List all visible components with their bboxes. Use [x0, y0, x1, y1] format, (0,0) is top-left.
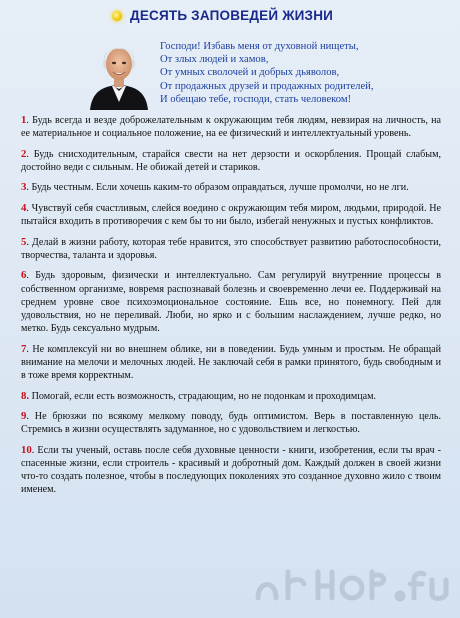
commandment-text: Помогай, если есть возможность, страдающим, но не подонкам и проходимцам. — [29, 390, 377, 402]
commandment-2 — [21, 148, 441, 174]
prayer-line: Господи! Избавь меня от духовной нищеты, — [160, 41, 359, 52]
commandment-number: 5 — [21, 235, 27, 248]
commandment-6 — [21, 269, 441, 335]
man-in-tuxedo-photo — [88, 36, 150, 110]
prayer-line: И обещаю тебе, господи, стать человеком! — [160, 93, 352, 105]
commandment-text: . Не комплексуй ни во внешнем облике, ни в поведении. Будь умным и простым. Не обращай внимание на мелочи и мелочных людей. Не заключай себя в рамки принятого, будь свободным и в тоже время корректным. — [21, 343, 441, 382]
commandment-number: 2 — [21, 147, 27, 160]
prayer-line: От умных сволочей и добрых дьяволов, — [160, 67, 340, 79]
watermark-logo — [248, 550, 458, 616]
prayer-verse — [160, 40, 373, 106]
commandment-number: 4 — [21, 201, 27, 214]
commandment-text: . Не брюзжи по всякому мелкому поводу, будь оптимистом. Верь в поставленную цель. Стремись в жизни осуществлять задуманное, но с удовольствием и легкостью. — [21, 411, 441, 436]
commandment-number: 1 — [21, 114, 27, 126]
commandment-text: . Будь здоровым, физически и интеллектуально. Сам регулируй внутренние процессы в собственном организме, вовремя распознавай болезнь и своевременно лечи ее. Поддерживай на среднем уровне свое психоэмоциональное состояние. Ешь все, но понемногу. Пей для удовольствия, но не переливай. Люби, но ярко и с большим наслаждением, лучше редко, но метко. Будь сексуально мудрым. — [21, 270, 441, 335]
commandments-list — [21, 114, 441, 504]
commandment-text: . Будь честным. Если хочешь каким-то образом оправдаться, лучше промолчи, но не лги. — [26, 182, 409, 194]
commandment-text: . Будь снисходительным, старайся свести на нет дерзости и оскорбления. Прощай слабым, достойно веди с сильным. Не обижай детей и стариков. — [21, 148, 441, 173]
commandment-number: 3 — [21, 181, 27, 194]
commandment-number: 6 — [21, 269, 27, 282]
prayer-line: От продажных друзей и продажных родителей, — [160, 80, 374, 92]
page-title: ДЕСЯТЬ ЗАПОВЕДЕЙ ЖИЗНИ — [130, 8, 334, 23]
title-row — [112, 8, 333, 23]
commandment-5 — [21, 236, 441, 262]
commandment-1 — [21, 114, 441, 140]
commandment-number: 10 — [21, 443, 32, 456]
commandment-4 — [21, 202, 441, 228]
commandment-text: . Если ты ученый, оставь после себя духовные ценности - книги, изобретения, если ты врач - спасенные жизни, если строитель - красивый и добротный дом. Каждый должен в своей жизни что-то создать полезное, чтобы в последующих поколениях это созданное духовно жило с твоим именем. — [21, 444, 441, 496]
commandment-text: . Будь всегда и везде доброжелательным к окружающим тебя людям, невзирая на личность, на ее материальное и социальное положение, на ее физический и интеллектуальный уровень. — [21, 115, 441, 140]
commandment-text: . Чувствуй себя счастливым, слейся воедино с окружающим тебя миром, людьми, природой. Не пытайся входить в противоречия с кем бы то ни было, избегай ненужных и пустых конфликтов. — [21, 202, 441, 228]
commandment-10 — [21, 444, 441, 497]
commandment-3 — [21, 181, 441, 194]
commandment-7 — [21, 343, 441, 383]
commandment-number: 9 — [21, 410, 27, 423]
commandment-number: 7 — [21, 342, 27, 355]
header — [0, 0, 460, 112]
commandment-8 — [21, 390, 441, 403]
commandment-text: . Делай в жизни работу, которая тебе нравится, это способствует развитию работоспособности, творчества, таланта и здоровья. — [21, 236, 441, 261]
prayer-line: От злых людей и хамов, — [160, 54, 269, 66]
commandment-9 — [21, 410, 441, 436]
commandment-number: 8. — [21, 389, 30, 402]
sun-bullet-icon — [112, 11, 122, 21]
